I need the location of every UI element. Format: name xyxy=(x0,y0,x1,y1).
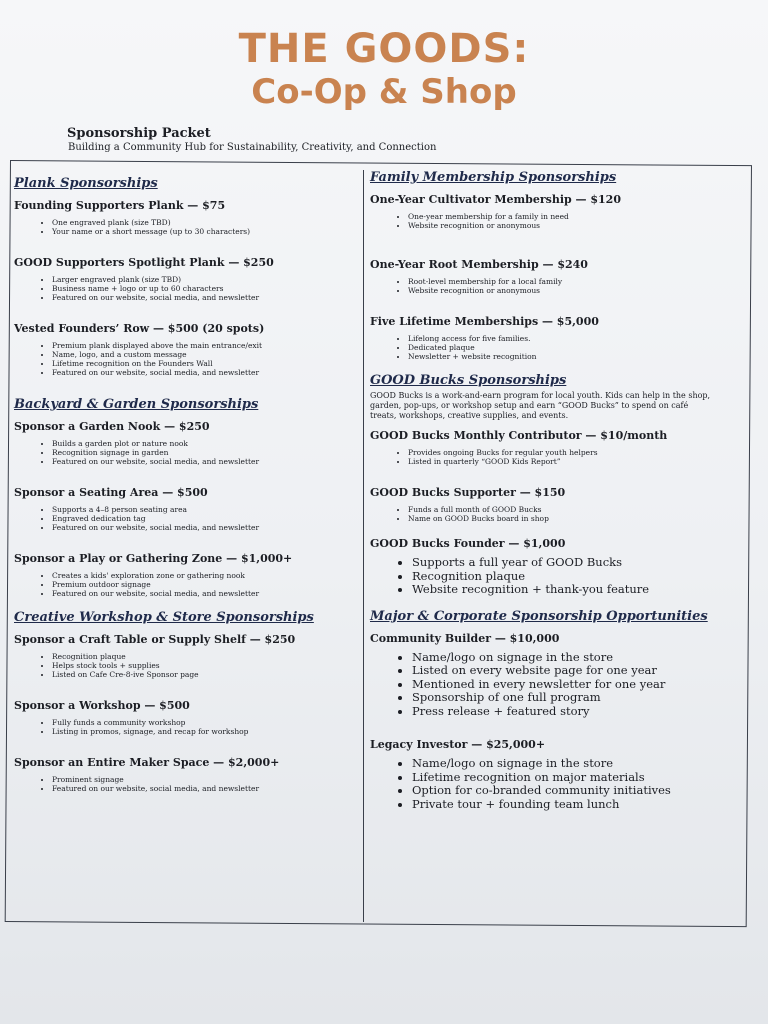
tier-name: Vested Founders’ Row — $500 (20 spots) xyxy=(14,322,265,335)
benefit-item: • Listed on Cafe Cre-8-ive Sponsor page xyxy=(52,670,359,679)
benefit-list xyxy=(14,718,359,736)
good-bucks-section xyxy=(370,373,715,597)
benefit-item: • Listed on every website page for one year xyxy=(412,664,715,678)
tier-name: Five Lifetime Memberships — $5,000 xyxy=(370,315,599,328)
benefit-item: • Mentioned in every newsletter for one year xyxy=(412,678,715,692)
tier xyxy=(14,699,359,736)
benefit-list xyxy=(14,571,359,598)
section-title: Backyard & Garden Sponsorships xyxy=(14,397,259,412)
brand-subtitle: Co-Op & Shop xyxy=(251,72,517,112)
benefit-list xyxy=(14,275,359,302)
benefit-item: • Website recognition or anonymous xyxy=(408,286,715,295)
tier-name: One-Year Root Membership — $240 xyxy=(370,258,588,271)
tier xyxy=(14,633,359,679)
benefit-item: • Creates a kids' exploration zone or gathering nook xyxy=(52,571,359,580)
benefit-item: • Engraved dedication tag xyxy=(52,514,359,523)
benefit-item: • Website recognition + thank-you feature xyxy=(412,583,715,597)
benefit-list xyxy=(370,334,715,361)
benefit-item: • Fully funds a community workshop xyxy=(52,718,359,727)
benefit-item: • Builds a garden plot or nature nook xyxy=(52,439,359,448)
benefit-list xyxy=(14,652,359,679)
tier xyxy=(14,420,359,466)
benefit-item: • Lifetime recognition on the Founders Wall xyxy=(52,359,359,368)
benefit-item: • Private tour + founding team lunch xyxy=(412,798,715,812)
corporate-section xyxy=(370,609,715,812)
benefit-item: • Recognition plaque xyxy=(412,570,715,584)
tier xyxy=(14,486,359,532)
benefit-item: • One-year membership for a family in need xyxy=(408,212,715,221)
tier-name: GOOD Bucks Founder — $1,000 xyxy=(370,537,566,550)
benefit-list xyxy=(14,439,359,466)
tier xyxy=(14,322,359,377)
benefit-list xyxy=(14,775,359,793)
benefit-item: • Name/logo on signage in the store xyxy=(412,651,715,665)
tier xyxy=(370,486,715,523)
tier xyxy=(370,429,715,466)
tier xyxy=(14,756,359,793)
tier-name: Sponsor an Entire Maker Space — $2,000+ xyxy=(14,756,280,769)
tier xyxy=(370,315,715,361)
tier xyxy=(14,552,359,598)
benefit-item: • Newsletter + website recognition xyxy=(408,352,715,361)
benefit-list xyxy=(370,277,715,295)
tier-name: Sponsor a Workshop — $500 xyxy=(14,699,190,712)
tier-name: One-Year Cultivator Membership — $120 xyxy=(370,193,621,206)
benefit-item: • Recognition plaque xyxy=(52,652,359,661)
tier xyxy=(14,256,359,302)
benefit-item: • Name/logo on signage in the store xyxy=(412,757,715,771)
benefit-item: • Featured on our website, social media, and newsletter xyxy=(52,589,359,598)
benefit-item: • Recognition signage in garden xyxy=(52,448,359,457)
benefit-item: • Premium plank displayed above the main entrance/exit xyxy=(52,341,359,350)
benefit-item: • Lifelong access for five families. xyxy=(408,334,715,343)
benefit-item: • Business name + logo or up to 60 characters xyxy=(52,284,359,293)
benefit-item: • Sponsorship of one full program xyxy=(412,691,715,705)
benefit-item: • Featured on our website, social media, and newsletter xyxy=(52,784,359,793)
benefit-list xyxy=(370,757,715,811)
family-section xyxy=(370,170,715,361)
benefit-item: • Prominent signage xyxy=(52,775,359,784)
tier xyxy=(370,632,715,719)
garden-section xyxy=(14,397,359,598)
benefit-item: • Your name or a short message (up to 30 characters) xyxy=(52,227,359,236)
benefit-item: • Helps stock tools + supplies xyxy=(52,661,359,670)
section-title: Creative Workshop & Store Sponsorships xyxy=(14,610,314,625)
tier-name: Founding Supporters Plank — $75 xyxy=(14,199,226,212)
tier-name: Sponsor a Craft Table or Supply Shelf — $250 xyxy=(14,633,296,646)
tier-name: Community Builder — $10,000 xyxy=(370,631,560,645)
benefit-item: • Funds a full month of GOOD Bucks xyxy=(408,505,715,514)
section-title: GOOD Bucks Sponsorships xyxy=(370,373,567,388)
section-title: Major & Corporate Sponsorship Opportunities xyxy=(370,608,708,624)
tier-name: Sponsor a Play or Gathering Zone — $1,000+ xyxy=(14,552,293,565)
benefit-item: • Dedicated plaque xyxy=(408,343,715,352)
column-divider xyxy=(363,170,364,922)
right-column xyxy=(370,170,715,811)
benefit-item: • Listed in quarterly “GOOD Kids Report” xyxy=(408,457,715,466)
benefit-item: • Featured on our website, social media, and newsletter xyxy=(52,293,359,302)
benefit-item: • Name on GOOD Bucks board in shop xyxy=(408,514,715,523)
benefit-item: • Root-level membership for a local family xyxy=(408,277,715,286)
tier xyxy=(14,199,359,236)
packet-title: Sponsorship Packet xyxy=(67,126,211,141)
benefit-item: • Featured on our website, social media, and newsletter xyxy=(52,457,359,466)
benefit-item: • One engraved plank (size TBD) xyxy=(52,218,359,227)
tier-name: Legacy Investor — $25,000+ xyxy=(370,738,546,751)
benefit-item: • Supports a 4–8 person seating area xyxy=(52,505,359,514)
tier-name: Sponsor a Garden Nook — $250 xyxy=(14,420,210,433)
tier xyxy=(370,258,715,295)
benefit-list xyxy=(370,505,715,523)
plank-section xyxy=(14,176,359,377)
benefit-list xyxy=(14,505,359,532)
benefit-item: • Website recognition or anonymous xyxy=(408,221,715,230)
benefit-list xyxy=(14,341,359,377)
benefit-item: • Premium outdoor signage xyxy=(52,580,359,589)
section-title: Family Membership Sponsorships xyxy=(370,170,617,185)
benefit-item: • Lifetime recognition on major materials xyxy=(412,771,715,785)
benefit-item: • Option for co-branded community initiatives xyxy=(412,784,715,798)
benefit-item: • Supports a full year of GOOD Bucks xyxy=(412,556,715,570)
benefit-list xyxy=(370,212,715,230)
left-column xyxy=(14,176,359,793)
benefit-item: • Listing in promos, signage, and recap for workshop xyxy=(52,727,359,736)
benefit-item: • Featured on our website, social media, and newsletter xyxy=(52,523,359,532)
benefit-list xyxy=(370,556,715,597)
benefit-item: • Press release + featured story xyxy=(412,705,715,719)
benefit-item: • Larger engraved plank (size TBD) xyxy=(52,275,359,284)
tier xyxy=(370,537,715,597)
benefit-list xyxy=(14,218,359,236)
workshop-section xyxy=(14,610,359,793)
tier-name: GOOD Bucks Monthly Contributor — $10/month xyxy=(370,429,668,442)
section-title: Plank Sponsorships xyxy=(14,176,158,191)
benefit-item: • Featured on our website, social media, and newsletter xyxy=(52,368,359,377)
section-intro: GOOD Bucks is a work-and-earn program for local youth. Kids can help in the shop, garden, pop-ups, or workshop setup and earn “GOOD Bucks” to spend on café treats, workshops, creative supplies, and events. xyxy=(370,391,711,420)
tier xyxy=(370,193,715,230)
tier-name: Sponsor a Seating Area — $500 xyxy=(14,486,208,499)
tier xyxy=(370,738,715,811)
tier-name: GOOD Bucks Supporter — $150 xyxy=(370,486,566,499)
benefit-list xyxy=(370,651,715,719)
benefit-item: • Provides ongoing Bucks for regular youth helpers xyxy=(408,448,715,457)
tier-name: GOOD Supporters Spotlight Plank — $250 xyxy=(14,256,274,269)
brand-title: THE GOODS: xyxy=(238,26,530,72)
benefit-item: • Name, logo, and a custom message xyxy=(52,350,359,359)
benefit-list xyxy=(370,448,715,466)
packet-subtitle: Building a Community Hub for Sustainability, Creativity, and Connection xyxy=(68,142,437,153)
